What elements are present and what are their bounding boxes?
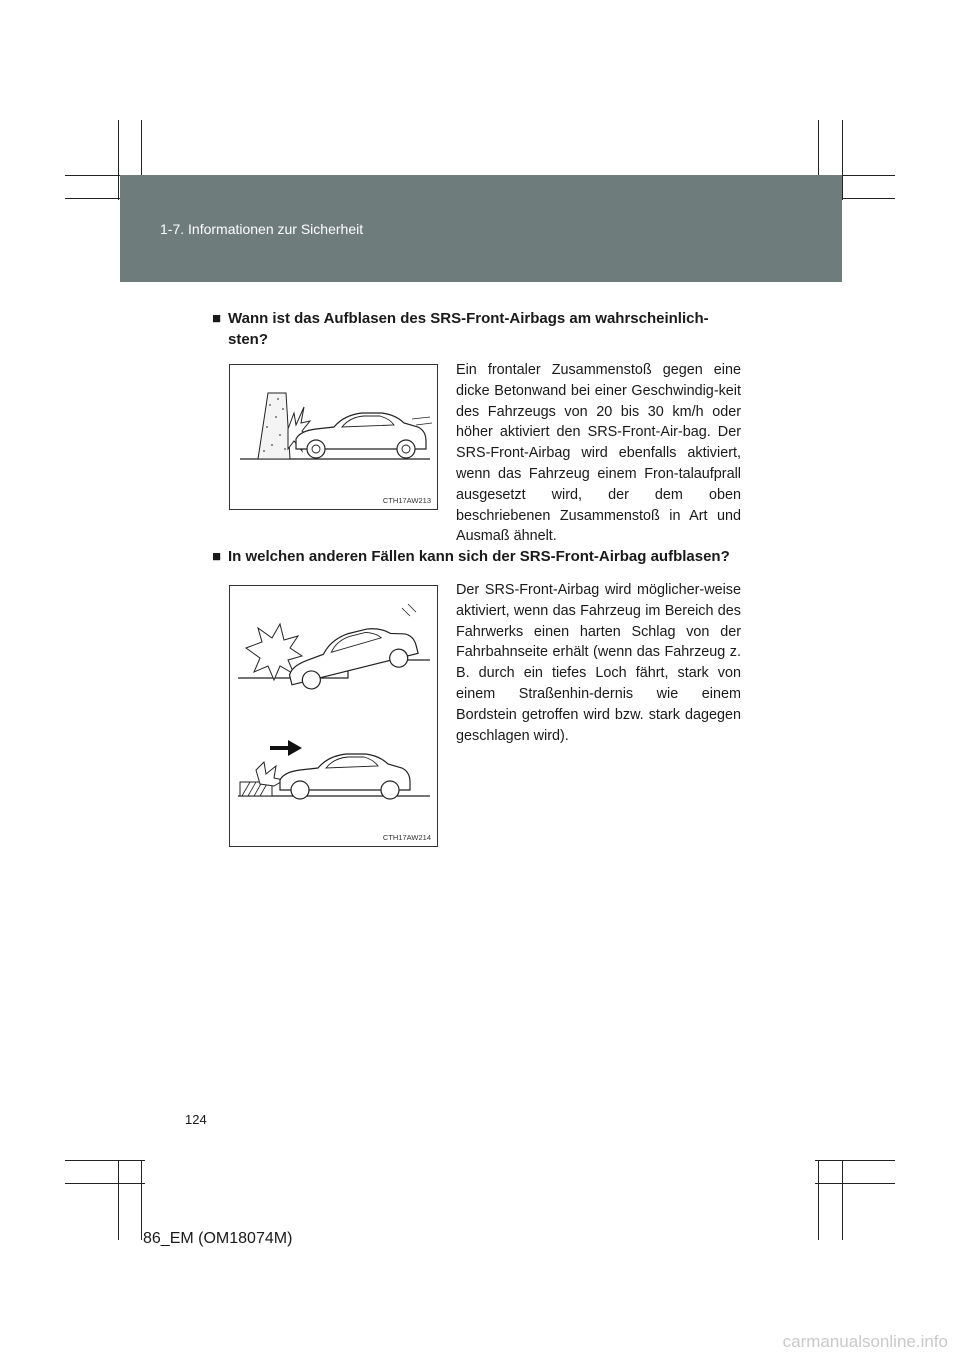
paragraph-frontal-collision: Ein frontaler Zusammenstoß gegen eine dicke Betonwand bei einer Geschwindig-keit des Fahrzeugs von 20 bis 30 km/h oder höher aktiviert den SRS-Front-Air-bag. Der SRS-Front-Airbag wird ebenfalls aktiviert, wenn das Fahrzeug einem Fron-talaufprall ausgesetzt wird, der dem oben beschriebenen Zusammenstoß in Art und Ausmaß ähnelt. xyxy=(456,362,741,545)
crop-mark xyxy=(118,1160,119,1240)
illustration-underbody-impact xyxy=(229,585,438,847)
illustration-front-collision xyxy=(229,364,438,510)
paragraph-underbody-impact: Der SRS-Front-Airbag wird möglicher-weise aktiviert, wenn das Fahrzeug im Bereich des Fahrwerks einen harten Schlag von der Fahrbahnseite erhält (wenn das Fahrzeug z. B. durch ein tiefes Loch fährt, stark von einem Straßenhin-dernis wie einem Bordstein getroffen wird bzw. stark dagegen geschlagen wird). xyxy=(456,582,741,744)
crop-mark xyxy=(842,120,843,200)
heading-text-continued: sten? xyxy=(228,331,269,348)
square-bullet-icon: ■ xyxy=(212,310,222,327)
heading-text: In welchen anderen Fällen kann sich der SRS-Front-Airbag aufblasen? xyxy=(228,548,730,565)
page-number: 124 xyxy=(185,1112,207,1127)
crop-mark xyxy=(65,1160,145,1161)
watermark: carmanualsonline.info xyxy=(782,1332,948,1351)
crop-mark xyxy=(815,1160,895,1161)
figure-code: CTH17AW213 xyxy=(382,496,431,505)
crop-mark xyxy=(842,1160,843,1240)
crop-mark xyxy=(818,1160,819,1240)
section-heading xyxy=(212,546,757,567)
crop-mark xyxy=(815,1183,895,1184)
section-title: 1-7. Informationen zur Sicherheit xyxy=(160,221,364,237)
heading-text: Wann ist das Aufblasen des SRS-Front-Airbags am wahrscheinlich- xyxy=(228,310,709,327)
front-collision-drawing xyxy=(230,365,437,509)
section-heading xyxy=(212,308,744,350)
document-code: 86_EM (OM18074M) xyxy=(143,1230,293,1247)
section-header-band xyxy=(120,175,842,282)
figure-code: CTH17AW214 xyxy=(382,833,431,842)
crop-mark xyxy=(118,120,119,200)
crop-mark xyxy=(65,1183,145,1184)
square-bullet-icon: ■ xyxy=(212,548,222,565)
crop-mark xyxy=(141,1160,142,1240)
underbody-impact-drawing xyxy=(230,586,437,846)
